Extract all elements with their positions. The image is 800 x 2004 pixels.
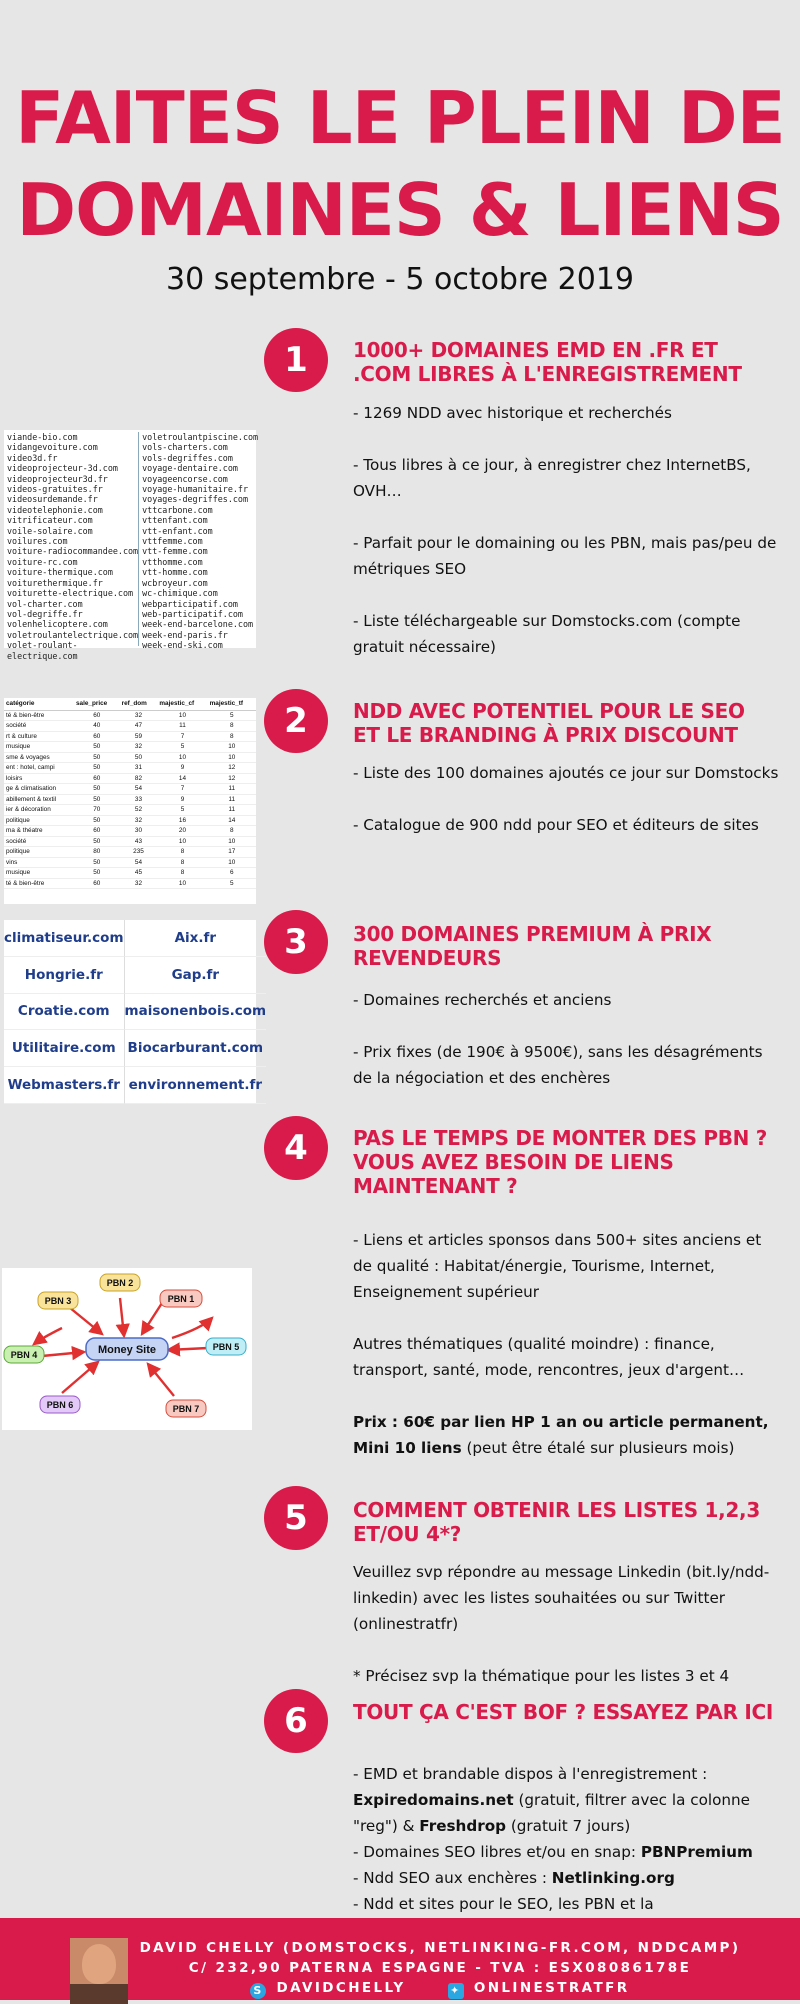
- section-title-5: COMMENT OBTENIR LES LISTES 1,2,3 ET/OU 4*?: [353, 1498, 760, 1546]
- text-span: (gratuit, filtrer avec la colonne "reg") &: [353, 1791, 750, 1835]
- price-line: [353, 1409, 783, 1461]
- table-cell: 31: [120, 763, 158, 774]
- table-row: [4, 763, 256, 774]
- table-cell: 10: [208, 752, 256, 763]
- domain-entry: webparticipatif.com: [142, 598, 238, 609]
- table-cell: 10: [157, 752, 207, 763]
- table-cell: musique: [4, 742, 74, 753]
- domain-entry: videoprojecteur3d.fr: [7, 473, 108, 484]
- table-cell: 8: [208, 731, 256, 742]
- list-item: - Parfait pour le domaining ou les PBN, mais pas/peu de métriques SEO: [353, 534, 777, 578]
- money-site-label: Money Site: [97, 1344, 157, 1356]
- domain-list-column-2: [138, 432, 259, 651]
- freshdrop-link[interactable]: Freshdrop: [419, 1817, 507, 1835]
- domain-entry: voyage-humanitaire.fr: [142, 484, 248, 495]
- expiredomains-link[interactable]: Expiredomains.net: [353, 1791, 514, 1809]
- table-row: [4, 773, 256, 784]
- section-number-4: 4: [264, 1116, 328, 1180]
- section-number-6: 6: [264, 1689, 328, 1753]
- table-cell: 50: [74, 815, 120, 826]
- domain-entry: vtthomme.com: [142, 556, 203, 567]
- table-cell: 12: [208, 773, 256, 784]
- domain-entry: videotelephonie.com: [7, 504, 103, 515]
- pbn-4-label: PBN 4: [10, 1350, 38, 1360]
- domain-entry: voletroulantpiscine.com: [142, 432, 259, 442]
- section-number-1: 1: [264, 328, 328, 392]
- premium-domain: Webmasters.fr: [4, 1067, 125, 1104]
- domain-entry: voile-solaire.com: [7, 525, 93, 536]
- domain-entry: vols-degriffes.com: [142, 452, 233, 463]
- domain-entry: volet-roulant-electrique.com: [7, 640, 78, 661]
- twitter-icon: ✦: [448, 1983, 464, 1999]
- table-cell: 9: [157, 763, 207, 774]
- table-row: [4, 826, 256, 837]
- section-body-1: [353, 400, 783, 686]
- table-header-cell: majestic_cf: [157, 698, 207, 710]
- list-item: - Tous libres à ce jour, à enregistrer chez InternetBS, OVH…: [353, 456, 751, 500]
- list-item: [353, 1865, 783, 1891]
- table-cell: politique: [4, 815, 74, 826]
- domain-entry: vttcarbone.com: [142, 504, 213, 515]
- table-cell: 60: [74, 878, 120, 889]
- table-cell: rt & culture: [4, 731, 74, 742]
- table-row: [4, 815, 256, 826]
- table-cell: politique: [4, 847, 74, 858]
- table-cell: 43: [120, 836, 158, 847]
- table-cell: 50: [74, 857, 120, 868]
- domain-entry: video3d.fr: [7, 452, 58, 463]
- domain-entry: vidangevoiture.com: [7, 442, 98, 453]
- section-number-2: 2: [264, 689, 328, 753]
- table-cell: 14: [157, 773, 207, 784]
- list-item: - 1269 NDD avec historique et recherchés: [353, 404, 672, 422]
- table-cell: 47: [120, 721, 158, 732]
- table-cell: loisirs: [4, 773, 74, 784]
- domain-entry: wcbroyeur.com: [142, 577, 208, 588]
- netlinking-link[interactable]: Netlinking.org: [551, 1869, 675, 1887]
- table-cell: ma & théatre: [4, 826, 74, 837]
- pbn-6-label: PBN 6: [46, 1400, 74, 1410]
- domain-list-column-1: [7, 432, 139, 661]
- list-item: - Domaines recherchés et anciens: [353, 991, 612, 1009]
- table-cell: 50: [74, 868, 120, 879]
- pbnpremium-link[interactable]: PBNPremium: [640, 1843, 753, 1861]
- skype-handle[interactable]: DAVIDCHELLY: [276, 1980, 406, 1996]
- domain-entry: voilures.com: [7, 536, 68, 547]
- table-row: [4, 784, 256, 795]
- table-cell: 60: [74, 773, 120, 784]
- domain-entry: vitrificateur.com: [7, 515, 93, 526]
- domain-entry: vol-degriffe.fr: [7, 608, 83, 619]
- pbn-2-label: PBN 2: [106, 1278, 134, 1288]
- table-cell: vins: [4, 857, 74, 868]
- table-row: [4, 721, 256, 732]
- table-cell: ent : hotel, campi: [4, 763, 74, 774]
- table-row: [4, 878, 256, 889]
- table-cell: 50: [74, 794, 120, 805]
- table-cell: 12: [208, 763, 256, 774]
- section-number-3: 3: [264, 910, 328, 974]
- table-cell: 10: [208, 836, 256, 847]
- domain-entry: vtt-femme.com: [142, 546, 208, 557]
- footer-line-2: C/ 232,90 PATERNA ESPAGNE - TVA : ESX08086178E: [188, 1960, 692, 1976]
- table-cell: 235: [120, 847, 158, 858]
- table-cell: 8: [157, 857, 207, 868]
- table-cell: 50: [120, 752, 158, 763]
- table-cell: 70: [74, 805, 120, 816]
- table-row: [4, 847, 256, 858]
- table-cell: té & bien-être: [4, 710, 74, 721]
- table-cell: 20: [157, 826, 207, 837]
- table-cell: musique: [4, 868, 74, 879]
- domain-entry: volenhelicoptere.com: [7, 619, 108, 630]
- domain-entry: viande-bio.com: [7, 432, 78, 442]
- list-item: - Liens et articles sponsos dans 500+ sites anciens et de qualité : Habitat/énergie, Tourisme, Internet, Enseignement supérieur: [353, 1231, 762, 1301]
- twitter-handle[interactable]: ONLINESTRATFR: [473, 1980, 630, 1996]
- table-cell: 80: [74, 847, 120, 858]
- table-row: [4, 805, 256, 816]
- domain-entry: voiture-radiocommandee.com: [7, 546, 139, 557]
- domain-entry: voiturethermique.fr: [7, 577, 103, 588]
- list-item: - Liste des 100 domaines ajoutés ce jour sur Domstocks: [353, 764, 779, 782]
- table-cell: 32: [120, 815, 158, 826]
- list-item: - Catalogue de 900 ndd pour SEO et éditeurs de sites: [353, 816, 759, 834]
- table-cell: 32: [120, 710, 158, 721]
- section-title-1: 1000+ DOMAINES EMD EN .FR ET .COM LIBRES À L'ENREGISTREMENT: [353, 338, 742, 386]
- pbn-3-label: PBN 3: [44, 1296, 72, 1306]
- section-body-5: [353, 1559, 783, 1689]
- domain-entry: videosurdemande.fr: [7, 494, 98, 505]
- list-item: [353, 1787, 783, 1839]
- premium-domain: maisonenbois.com: [125, 994, 267, 1031]
- price-bold: Prix : 60€ par lien HP 1 an ou article permanent, Mini 10 liens: [353, 1413, 769, 1457]
- premium-domains-image: [4, 920, 267, 1104]
- table-cell: 45: [120, 868, 158, 879]
- premium-domain: Gap.fr: [125, 957, 267, 994]
- footer-social: [130, 1980, 750, 1999]
- table-cell: 8: [157, 868, 207, 879]
- premium-domain: Utilitaire.com: [4, 1030, 125, 1067]
- domain-entry: videos-gratuites.fr: [7, 484, 103, 495]
- footer-line-1: DAVID CHELLY (DOMSTOCKS, NETLINKING-FR.COM, NDDCAMP): [139, 1940, 741, 1956]
- pbn-1-label: PBN 1: [167, 1294, 195, 1304]
- domain-entry: voletroulantelectrique.com: [7, 629, 139, 640]
- table-cell: 60: [74, 710, 120, 721]
- table-cell: 8: [208, 721, 256, 732]
- table-row: [4, 836, 256, 847]
- table-cell: 8: [208, 826, 256, 837]
- list-item: [353, 1839, 783, 1865]
- domain-entry: vttenfant.com: [142, 515, 208, 526]
- table-cell: ier & décoration: [4, 805, 74, 816]
- table-cell: société: [4, 721, 74, 732]
- table-header-cell: majestic_tf: [208, 698, 256, 710]
- table-cell: 10: [157, 878, 207, 889]
- avatar: [70, 1938, 128, 2000]
- list-item: - Liste téléchargeable sur Domstocks.com (compte gratuit nécessaire): [353, 612, 741, 656]
- domain-entry: wc-chimique.com: [142, 588, 218, 599]
- section-title-4: PAS LE TEMPS DE MONTER DES PBN ? VOUS AVEZ BESOIN DE LIENS MAINTENANT ?: [353, 1126, 768, 1198]
- domain-entry: videoprojecteur-3d.com: [7, 463, 118, 474]
- table-row: [4, 752, 256, 763]
- table-cell: 11: [208, 794, 256, 805]
- table-cell: 52: [120, 805, 158, 816]
- domain-entry: vttfemme.com: [142, 536, 203, 547]
- table-header-cell: sale_price: [74, 698, 120, 710]
- table-cell: 60: [74, 826, 120, 837]
- list-item: - Ndd et sites pour le SEO, les PBN et la: [353, 1895, 654, 1913]
- footer: [0, 1918, 800, 2000]
- table-row: [4, 731, 256, 742]
- table-cell: 60: [74, 731, 120, 742]
- domain-list-image: [4, 430, 259, 661]
- table-row: [4, 857, 256, 868]
- premium-domain: environnement.fr: [125, 1067, 267, 1104]
- domain-entry: vol-charter.com: [7, 598, 83, 609]
- table-cell: 5: [157, 742, 207, 753]
- section-body-2: [353, 760, 783, 864]
- domain-entry: week-end-paris.fr: [142, 629, 228, 640]
- title-line-1: FAITES LE PLEIN DE: [15, 76, 785, 160]
- domain-entry: vtt-enfant.com: [142, 525, 213, 536]
- section-body-3: [353, 987, 783, 1117]
- table-cell: 50: [74, 763, 120, 774]
- table-row: [4, 742, 256, 753]
- pbn-7-label: PBN 7: [172, 1404, 200, 1414]
- domain-entry: voiture-thermique.com: [7, 567, 113, 578]
- domain-entry: voyages-degriffes.com: [142, 494, 248, 505]
- table-cell: société: [4, 836, 74, 847]
- premium-domain: Croatie.com: [4, 994, 125, 1031]
- section-title-6: TOUT ÇA C'EST BOF ? ESSAYEZ PAR ICI: [353, 1700, 773, 1724]
- table-cell: 5: [157, 805, 207, 816]
- domain-entry: voyage-dentaire.com: [142, 463, 238, 474]
- table-row: [4, 794, 256, 805]
- pbn-5-label: PBN 5: [212, 1342, 240, 1352]
- table-cell: 50: [74, 752, 120, 763]
- price-rest: (peut être étalé sur plusieurs mois): [461, 1439, 735, 1457]
- table-header-cell: ref_dom: [120, 698, 158, 710]
- table-cell: 11: [157, 721, 207, 732]
- table-cell: 16: [157, 815, 207, 826]
- premium-domain: Aix.fr: [125, 920, 267, 957]
- list-item: Veuillez svp répondre au message Linkedin (bit.ly/ndd-linkedin) avec les listes souhaitées ou sur Twitter (onlinestratfr): [353, 1563, 770, 1633]
- domain-entry: voyageencorse.com: [142, 473, 228, 484]
- table-row: [4, 710, 256, 721]
- table-cell: 10: [208, 742, 256, 753]
- domain-entry: week-end-ski.com: [142, 640, 223, 651]
- table-cell: 10: [208, 857, 256, 868]
- section-body-4: [353, 1227, 783, 1461]
- table-cell: 59: [120, 731, 158, 742]
- table-cell: 5: [208, 710, 256, 721]
- list-item: Autres thématiques (qualité moindre) : finance, transport, santé, mode, rencontres, jeux d'argent…: [353, 1335, 745, 1379]
- table-cell: 10: [157, 710, 207, 721]
- section-title-2: NDD AVEC POTENTIEL POUR LE SEO ET LE BRANDING À PRIX DISCOUNT: [353, 699, 745, 747]
- table-cell: 54: [120, 784, 158, 795]
- event-date: 30 septembre - 5 octobre 2019: [165, 262, 634, 297]
- text-span: - Ndd SEO aux enchères :: [353, 1869, 552, 1887]
- domain-entry: voiture-rc.com: [7, 556, 78, 567]
- table-cell: 8: [157, 847, 207, 858]
- domain-entry: vols-charters.com: [142, 442, 228, 453]
- table-cell: 17: [208, 847, 256, 858]
- table-cell: 33: [120, 794, 158, 805]
- domain-entry: vtt-homme.com: [142, 567, 208, 578]
- skype-icon: S: [250, 1983, 266, 1999]
- table-cell: té & bien-être: [4, 878, 74, 889]
- table-cell: 6: [208, 868, 256, 879]
- table-cell: sme & voyages: [4, 752, 74, 763]
- table-cell: 54: [120, 857, 158, 868]
- page-title: [0, 72, 800, 256]
- list-item: * Précisez svp la thématique pour les listes 3 et 4: [353, 1667, 730, 1685]
- premium-domain: Biocarburant.com: [125, 1030, 267, 1067]
- table-header-row: [4, 698, 256, 710]
- table-cell: 14: [208, 815, 256, 826]
- domain-entry: web-participatif.com: [142, 608, 243, 619]
- table-cell: 7: [157, 784, 207, 795]
- title-line-2: DOMAINES & LIENS: [16, 168, 784, 252]
- table-cell: 11: [208, 784, 256, 795]
- section-number-5: 5: [264, 1486, 328, 1550]
- table-cell: 30: [120, 826, 158, 837]
- table-cell: 82: [120, 773, 158, 784]
- table-cell: 40: [74, 721, 120, 732]
- table-cell: 11: [208, 805, 256, 816]
- premium-domain: climatiseur.com: [4, 920, 125, 957]
- table-cell: 5: [208, 878, 256, 889]
- list-item: - Prix fixes (de 190€ à 9500€), sans les désagréments de la négociation et des enchères: [353, 1043, 763, 1087]
- domain-table-image: [4, 698, 256, 904]
- table-cell: 9: [157, 794, 207, 805]
- table-cell: 50: [74, 784, 120, 795]
- text-span: (gratuit 7 jours): [506, 1817, 631, 1835]
- domain-entry: voiturette-electrique.com: [7, 588, 134, 599]
- table-cell: 32: [120, 742, 158, 753]
- table-cell: 7: [157, 731, 207, 742]
- table-cell: ge & climatisation: [4, 784, 74, 795]
- table-cell: 32: [120, 878, 158, 889]
- table-row: [4, 868, 256, 879]
- list-item: - EMD et brandable dispos à l'enregistrement :: [353, 1765, 708, 1783]
- domain-entry: week-end-barcelone.com: [142, 619, 254, 630]
- table-cell: 10: [157, 836, 207, 847]
- table-cell: abillement & textil: [4, 794, 74, 805]
- table-cell: 50: [74, 742, 120, 753]
- premium-domain: Hongrie.fr: [4, 957, 125, 994]
- section-body-6: [353, 1761, 783, 1917]
- table-cell: 50: [74, 836, 120, 847]
- table-header-cell: catégorie: [4, 698, 74, 710]
- section-title-3: 300 DOMAINES PREMIUM À PRIX REVENDEURS: [353, 922, 712, 970]
- pbn-diagram-image: [2, 1268, 252, 1430]
- text-span: - Domaines SEO libres et/ou en snap:: [353, 1843, 641, 1861]
